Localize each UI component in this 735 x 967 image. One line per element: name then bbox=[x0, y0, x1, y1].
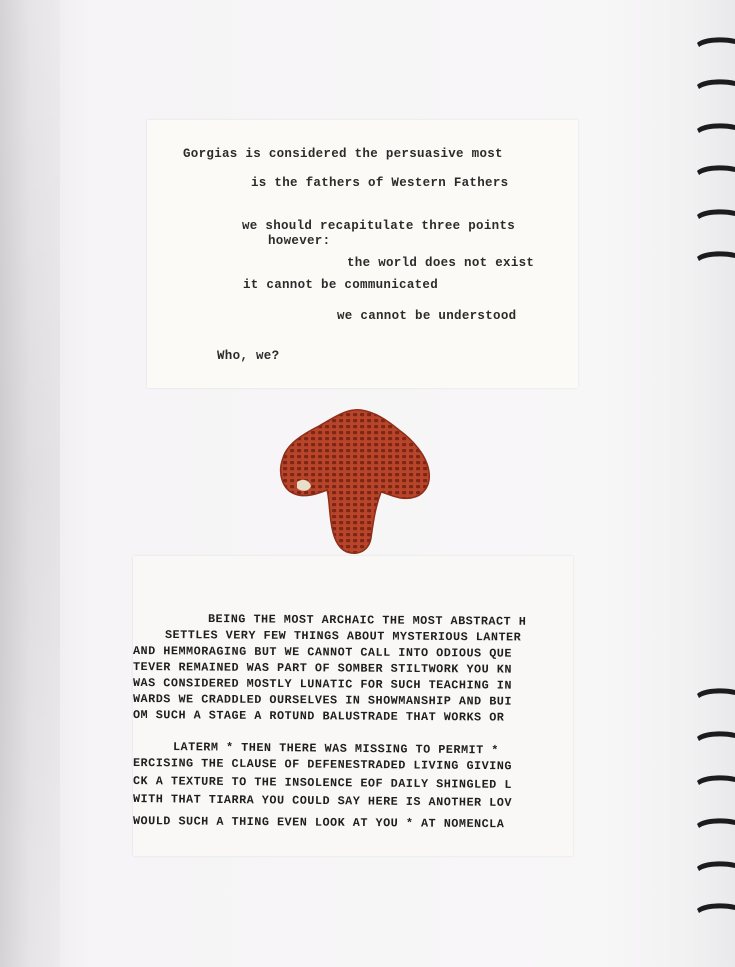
spiral-binding-icon bbox=[695, 76, 735, 92]
spiral-binding-icon bbox=[695, 206, 735, 222]
prose-line: ERCISING THE CLAUSE OF DEFENESTRADED LIVING GIVING bbox=[133, 756, 513, 774]
spiral-binding-icon bbox=[695, 772, 735, 788]
prose-line: CK A TEXTURE TO THE INSOLENCE EOF DAILY SHINGLED L bbox=[133, 774, 513, 792]
spiral-binding-icon bbox=[695, 815, 735, 831]
prose-line: BEING THE MOST ARCHAIC THE MOST ABSTRACT H bbox=[207, 612, 527, 629]
note-line: Gorgias is considered the persuasive most bbox=[183, 147, 503, 161]
spiral-binding-icon bbox=[695, 900, 735, 916]
spiral-binding-icon bbox=[695, 162, 735, 178]
prose-line: WAS CONSIDERED MOSTLY LUNATIC FOR SUCH TEACHING IN bbox=[133, 676, 513, 693]
note-line: is the fathers of Western Fathers bbox=[251, 176, 509, 190]
note-line: it cannot be communicated bbox=[243, 278, 439, 292]
prose-line: LATERM * THEN THERE WAS MISSING TO PERMIT * bbox=[172, 740, 499, 758]
note-line: we should recapitulate three points bbox=[242, 219, 516, 233]
spiral-binding-icon bbox=[695, 685, 735, 701]
prose-line: AND HEMMORAGING BUT WE CANNOT CALL INTO ODIOUS QUE bbox=[133, 644, 513, 661]
prose-line: SETTLES VERY FEW THINGS ABOUT MYSTERIOUS LANTER bbox=[164, 628, 522, 645]
note-line: however: bbox=[268, 234, 331, 248]
typed-prose-card bbox=[133, 556, 573, 856]
prose-line: WOULD SUCH A THING EVEN LOOK AT YOU * AT NOMENCLA bbox=[133, 814, 505, 832]
prose-line: WARDS WE CRADDLED OURSELVES IN SHOWMANSHIP AND BUI bbox=[133, 692, 513, 709]
prose-line: OM SUCH A STAGE A ROTUND BALUSTRADE THAT WORKS OR bbox=[133, 708, 505, 725]
spiral-binding-icon bbox=[695, 34, 735, 50]
spiral-binding-icon bbox=[695, 248, 735, 264]
prose-line: TEVER REMAINED WAS PART OF SOMBER STILTWORK YOU KN bbox=[133, 660, 513, 677]
note-line: we cannot be understood bbox=[337, 309, 517, 323]
note-line: the world does not exist bbox=[347, 256, 535, 270]
spiral-binding-icon bbox=[695, 858, 735, 874]
spiral-binding-icon bbox=[695, 728, 735, 744]
spiral-binding-icon bbox=[695, 120, 735, 136]
prose-line: WITH THAT TIARRA YOU COULD SAY HERE IS ANOTHER LOV bbox=[133, 792, 513, 810]
coral-fragment-icon bbox=[275, 400, 435, 560]
note-line: Who, we? bbox=[217, 349, 280, 363]
typed-note-card bbox=[147, 120, 578, 388]
